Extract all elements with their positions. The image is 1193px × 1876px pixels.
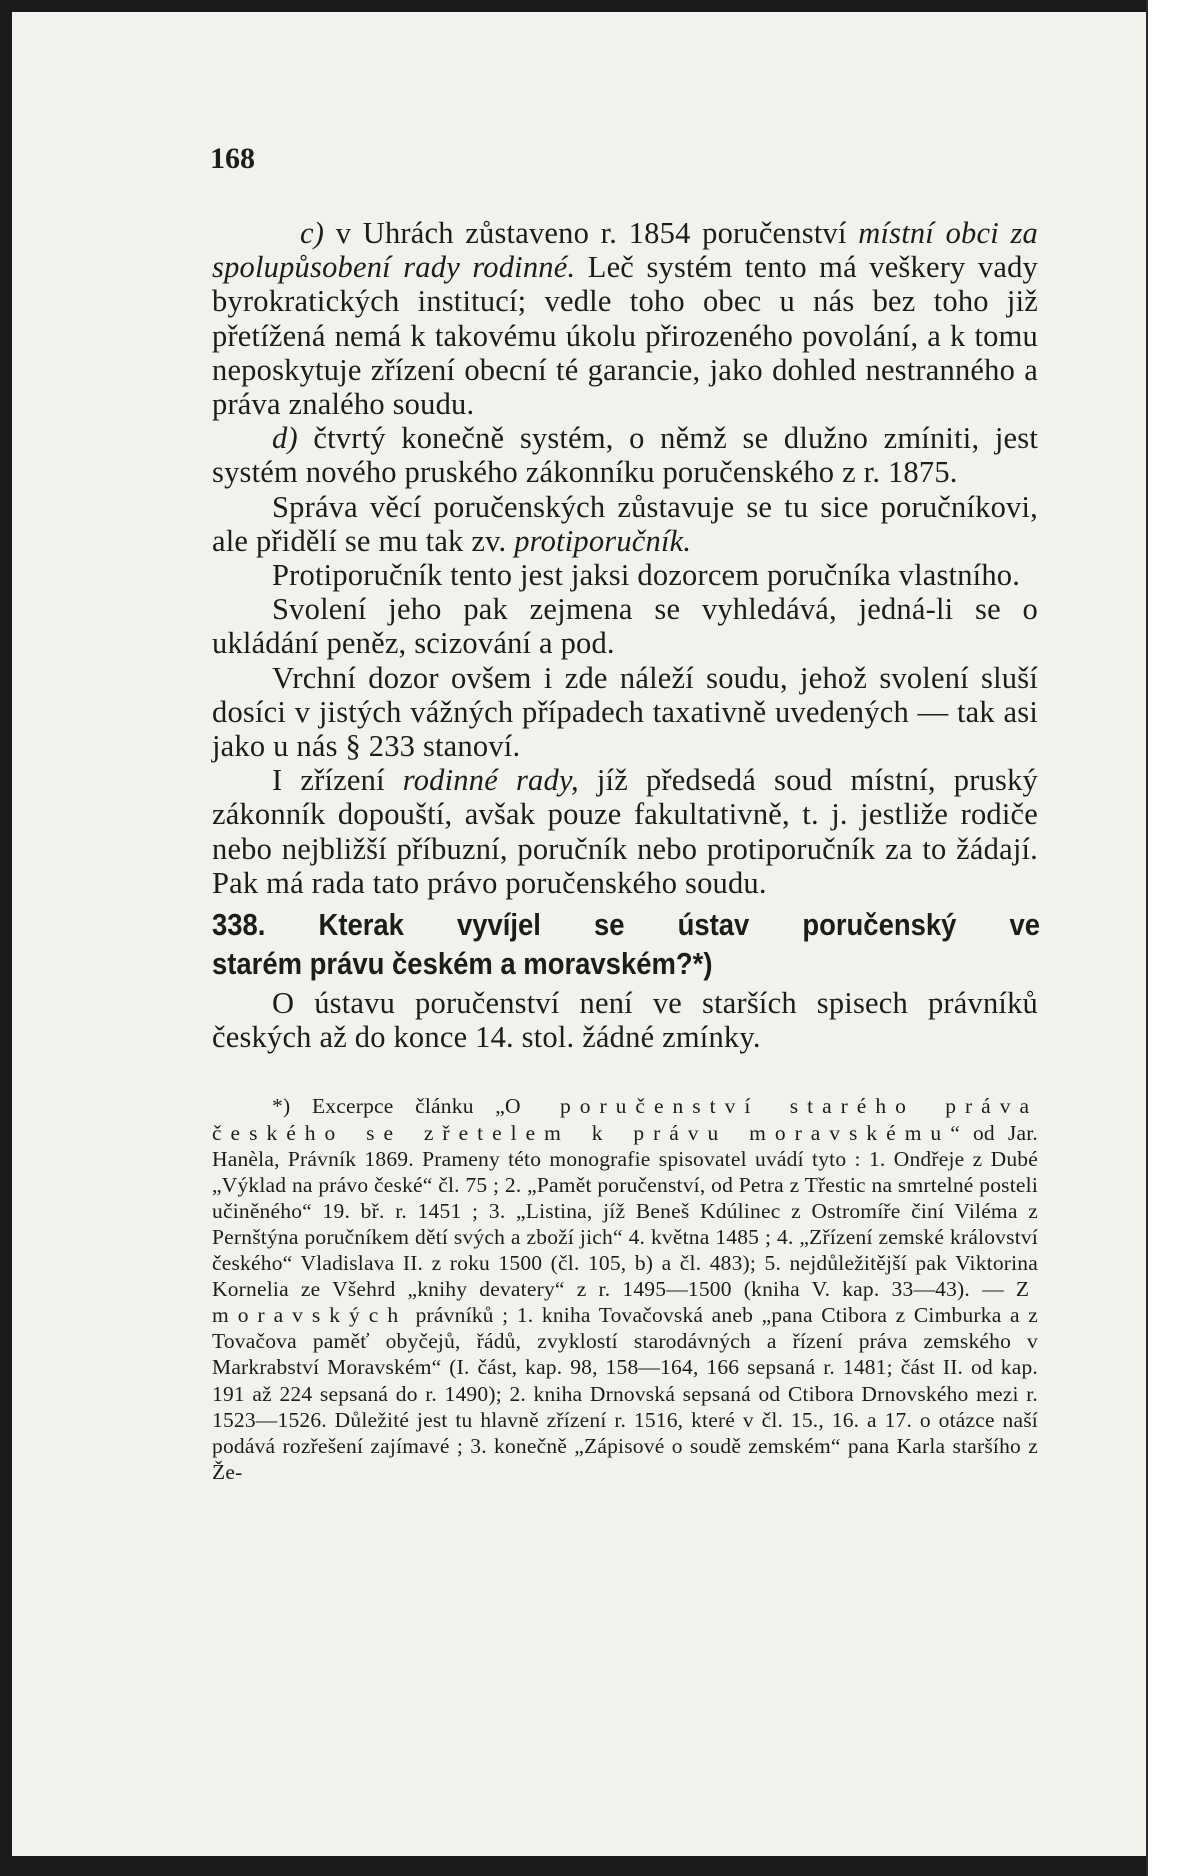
page-edge	[1146, 0, 1193, 1876]
text-run: jíž předsedá soud místní, pruský zákonník dopouští, avšak pouze fakultativně, t. j. jestliže rodiče nebo nejbližší příbuzní, poručník nebo protiporučník za to žádají. Pak má rada tato právo poručenského soudu.	[212, 763, 1038, 900]
paragraph	[212, 592, 1038, 660]
text-run: právníků ; 1. kniha Tovačovská aneb „pana Ctibora z Cimburka a z Tovačova paměť obyčejů, řádů, zvyklostí starodávných a řízení práva zemského v Markrabství Moravském“ (I. část, kap. 98, 158—164, 166 sepsaná r. 1481; část II. od kap. 191 až 224 sepsaná do r. 1490); 2. kniha Drnovská sepsaná od Ctibora Drnovského mezi r. 1523—1526. Důležité jest tu hlavně zřízení r. 1516, které v čl. 15., 16. a 17. o otázce naší podává rozřešení zajímavé ; 3. konečně „Zápisové o soudě zemském“ pana Karla staršího z Že-	[212, 1303, 1038, 1484]
paragraph	[212, 661, 1038, 764]
text-run: “ od Jar. Hanèla, Právník 1869. Prameny této monografie spisovatel uvádí tyto : 1. Ondřeje z Dubé „Výklad na právo české“ čl. 75 ; 2. „Pamět poručenství, od Petra z Třestic na smrtelné posteli učiněného“ 19. bř. r. 1451 ; 3. „Listina, jíž Beneš Kdúlinec z Ostromíře činí Viléma z Pernštýna poručníkem dětí svých a zboží jich“ 4. května 1485 ; 4. „Zřízení zemské království českého“ Vladislava II. z roku 1500 (čl. 105, b) a čl. 483); 5. nejdůležitější pak Viktorina Kornelia ze Všehrd „knihy devatery“ z r. 1495—1500 (kniha V. kap. 33—43). —	[212, 1120, 1038, 1302]
text-run: Leč systém tento má veškery vady byrokratických institucí; vedle toho obec u nás bez toho již přetížená nemá k takovému úkolu přirozeného povolání, a k tomu neposkytuje zřízení obecní té garancie, jako dohled nestranného a práva znalého soudu.	[212, 250, 1038, 422]
section-title-line1: Kterak vyvíjel se ústav poručenský ve	[318, 908, 1040, 943]
text-run: Vrchní dozor ovšem i zde náleží soudu, jehož svolení sluší dosíci v jistých vážných případech taxativně uvedených — tak asi jako u nás § 233 stanoví.	[212, 660, 1038, 764]
page-number: 168	[210, 142, 255, 175]
body-text	[212, 216, 1038, 1485]
spaced-text: O poručenství starého práva českého se zřetelem k právu moravskému	[212, 1094, 1038, 1145]
paragraph	[212, 763, 1038, 900]
paragraph	[212, 558, 1038, 592]
text-run: Svolení jeho pak zejmena se vyhledává, jedná-li se o ukládání peněz, scizování a pod.	[212, 592, 1038, 661]
section-heading-line2	[212, 947, 1040, 982]
paragraph	[212, 490, 1038, 558]
footnote-marker: *)	[272, 1094, 291, 1119]
paragraph-after-heading: O ústavu poručenství není ve starších spisech právníků českých až do konce 14. stol. žádné zmínky.	[212, 986, 1038, 1055]
italic-text: protiporučník.	[514, 523, 692, 558]
footnote-text	[212, 1093, 1038, 1484]
italic-text: c)	[300, 216, 325, 250]
section-title-line2: starém právu českém a moravském?*)	[212, 947, 713, 982]
text-run: I zřízení	[272, 763, 403, 798]
text-run: Excerpce článku „	[290, 1094, 506, 1119]
book-page	[12, 12, 1148, 1856]
text-run: v Uhrách zůstaveno r. 1854 poručenství	[324, 216, 859, 250]
footnote-separator	[212, 1074, 1038, 1075]
spaced-text: Z moravských	[212, 1277, 1038, 1328]
italic-text: místní obci za spolupůsobení rady rodinné.	[212, 216, 1038, 285]
italic-text: d)	[272, 421, 298, 456]
italic-text: rodinné rady,	[402, 763, 579, 798]
text-run: Protiporučník tento jest jaksi dozorcem poručníka vlastního.	[272, 558, 1021, 593]
paragraph	[212, 216, 1038, 421]
paragraphs	[212, 216, 1038, 900]
paragraph	[212, 421, 1038, 489]
footnote	[212, 1093, 1038, 1484]
text-run: čtvrtý konečně systém, o němž se dlužno zmíniti, jest systém nového pruského zákonníku poručenského z r. 1875.	[212, 421, 1038, 490]
section-number: 338.	[212, 908, 266, 943]
section-heading	[212, 908, 1040, 943]
text-run: Správa věcí poručenských zůstavuje se tu sice poručníkovi, ale přidělí se mu tak zv.	[212, 489, 1038, 558]
